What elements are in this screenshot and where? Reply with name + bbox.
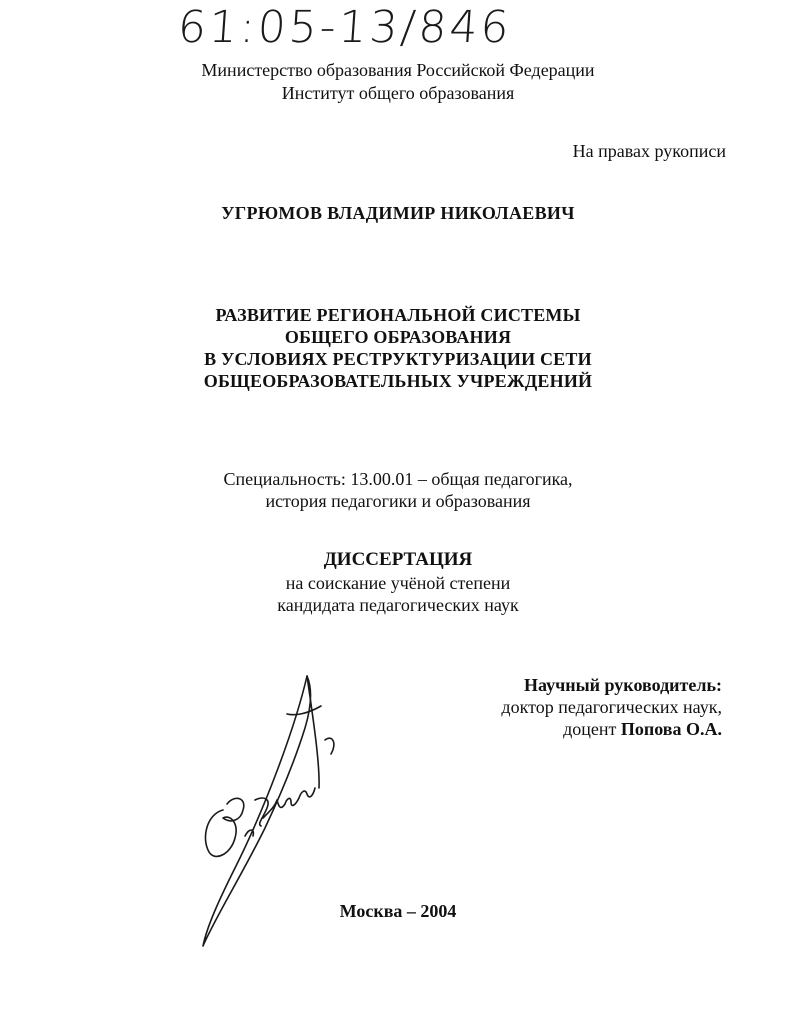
city-year: Москва – 2004 xyxy=(339,901,457,921)
specialty-line: история педагогики и образования xyxy=(265,491,531,511)
supervisor-name: Попова О.А. xyxy=(620,719,722,739)
rights-note: На правах рукописи xyxy=(572,141,726,161)
title-line: ОБЩЕОБРАЗОВАТЕЛЬНЫХ УЧРЕЖДЕНИЙ xyxy=(203,371,593,391)
document-type: ДИССЕРТАЦИЯ xyxy=(323,549,473,570)
supervisor-heading: Научный руководитель: xyxy=(524,675,722,695)
author-name: УГРЮМОВ ВЛАДИМИР НИКОЛАЕВИЧ xyxy=(221,203,575,223)
degree-block xyxy=(0,572,796,616)
supervisor-title-line xyxy=(430,718,722,740)
thesis-title xyxy=(0,304,796,392)
header-block xyxy=(0,59,796,105)
degree-line: на соискание учёной степени xyxy=(285,573,511,593)
title-line: В УСЛОВИЯХ РЕСТРУКТУРИЗАЦИИ СЕТИ xyxy=(204,349,592,369)
supervisor-degree: доктор педагогических наук, xyxy=(501,697,722,717)
supervisor-block xyxy=(430,674,722,740)
archive-stamp: 61:05-13/846 xyxy=(176,2,514,53)
title-line: РАЗВИТИЕ РЕГИОНАЛЬНОЙ СИСТЕМЫ xyxy=(215,305,581,325)
specialty-block xyxy=(0,468,796,512)
specialty-line: Специальность: 13.00.01 – общая педагогика, xyxy=(223,469,573,489)
ministry-name: Министерство образования Российской Федерации xyxy=(201,60,595,80)
degree-line: кандидата педагогических наук xyxy=(277,595,519,615)
supervisor-rank: доцент xyxy=(563,719,621,739)
institute-name: Институт общего образования xyxy=(281,83,515,103)
title-line: ОБЩЕГО ОБРАЗОВАНИЯ xyxy=(284,327,512,347)
